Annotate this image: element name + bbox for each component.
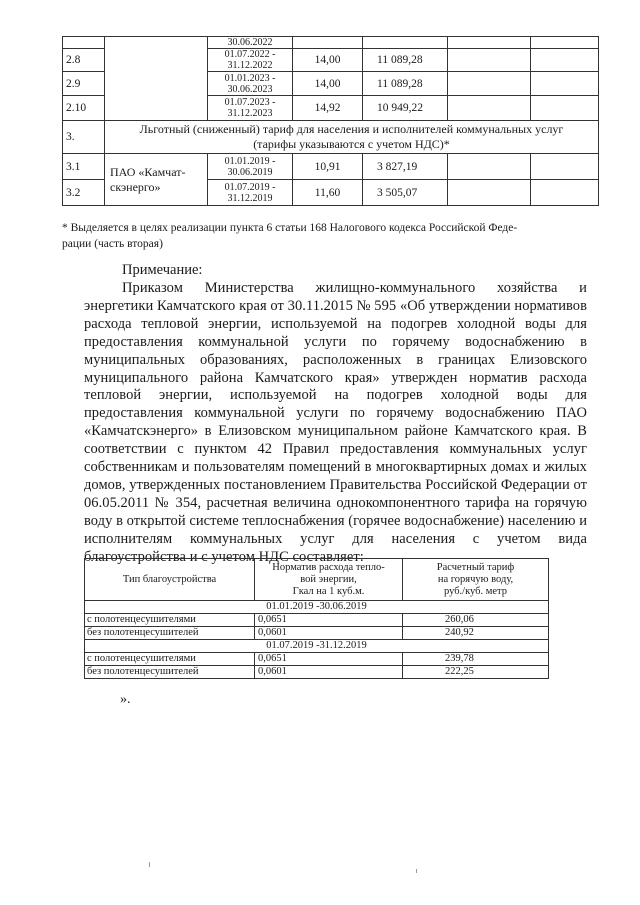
- norm-value: 0,0651: [255, 614, 403, 627]
- scan-mark: [416, 869, 417, 873]
- amenity-type: без полотенцесушителей: [85, 627, 255, 640]
- section-title: Льготный (сниженный) тариф для населения и исполнителей коммунальных услуг (тарифы указываются с учетом НДС)*: [105, 121, 599, 154]
- period-cell: 01.07.2022 - 31.12.2022: [208, 49, 293, 72]
- rate-value: 222,25: [403, 666, 549, 679]
- table-row: [63, 154, 599, 180]
- row-number: 3.1: [63, 154, 105, 180]
- amenity-type: без полотенцесушителей: [85, 666, 255, 679]
- period-label: 01.07.2019 -31.12.2019: [85, 640, 549, 653]
- note-paragraph: Приказом Министерства жилищно-коммунального хозяйства и энергетики Камчатского края от 30.11.2015 № 595 «Об утверждении нормативов расхода тепловой энергии, используемой на подогрев холодной воды для предоставления коммунальной услуги по горячему водоснабжению в муниципальных образованиях, расположенных в границах Елизовского муниципального района Камчатского края» утвержден норматив расхода тепловой энергии, используемой на подогрев холодной воды для предоставления коммунальной услуги по горячему водоснабжению ПАО «Камчатскэнерго» в Елизовском муниципальном районе Камчатского края. В соответствии с пунктом 42 Правил предоставления коммунальных услуг собственникам и пользователям помещений в многоквартирных домах и жилых домов, утвержденных постановлением Правительства Российской Федерации от 06.05.2011 № 354, расчетная величина однокомпонентного тарифа на горячую воду в открытой системе теплоснабжения (горячее водоснабжение) населению и исполнителям коммунальных услуг для населения с учетом вида благоустройства и с учетом НДС составляет:: [84, 280, 587, 565]
- amenity-type: с полотенцесушителями: [85, 614, 255, 627]
- row-number: 2.8: [63, 49, 105, 72]
- tariff-table: [62, 36, 599, 206]
- period-label: 01.01.2019 -30.06.2019: [85, 601, 549, 614]
- header-rate: Расчетный тариф на горячую воду, руб./куб. метр: [403, 559, 549, 601]
- period-cell: 01.07.2019 - 31.12.2019: [208, 180, 293, 206]
- tariff-value: 14,00: [293, 72, 363, 96]
- table-header-row: [85, 559, 549, 601]
- table-row: [63, 37, 599, 49]
- tariff-value: 11 089,28: [363, 49, 448, 72]
- closing-quote: ».: [120, 692, 131, 707]
- row-number: 3.2: [63, 180, 105, 206]
- scan-mark: [149, 862, 150, 867]
- period-cell: 01.07.2023 - 31.12.2023: [208, 96, 293, 121]
- note-title: Примечание:: [122, 262, 203, 278]
- norm-value: 0,0601: [255, 666, 403, 679]
- tariff-value: 10 949,22: [363, 96, 448, 121]
- norm-value: 0,0601: [255, 627, 403, 640]
- footnote: * Выделяется в целях реализации пункта 6 статьи 168 Налогового кодекса Российской Феде- рации (часть вторая): [62, 222, 518, 250]
- norm-value: 0,0651: [255, 653, 403, 666]
- tariff-value: 11 089,28: [363, 72, 448, 96]
- header-norm: Норматив расхода тепло- вой энергии, Гкал на 1 куб.м.: [255, 559, 403, 601]
- tariff-value: 14,00: [293, 49, 363, 72]
- tariff-value: 14,92: [293, 96, 363, 121]
- row-number: 3.: [63, 121, 105, 154]
- table-row: [85, 666, 549, 679]
- amenity-type: с полотенцесушителями: [85, 653, 255, 666]
- period-cell: 01.01.2023 - 30.06.2023: [208, 72, 293, 96]
- tariff-value: 10,91: [293, 154, 363, 180]
- rate-value: 260,06: [403, 614, 549, 627]
- period-row: [85, 640, 549, 653]
- period-cell: 30.06.2022: [208, 37, 293, 49]
- rate-value: 240,92: [403, 627, 549, 640]
- tariff-value: 3 505,07: [363, 180, 448, 206]
- rate-value: 239,78: [403, 653, 549, 666]
- organization-name: ПАО «Камчат- скэнерго»: [105, 154, 208, 206]
- tariff-value: 11,60: [293, 180, 363, 206]
- period-row: [85, 601, 549, 614]
- row-number: 2.9: [63, 72, 105, 96]
- tariff-value: 3 827,19: [363, 154, 448, 180]
- header-type: Тип благоустройства: [85, 559, 255, 601]
- section-row: [63, 121, 599, 154]
- row-number: 2.10: [63, 96, 105, 121]
- table-row: [85, 614, 549, 627]
- period-cell: 01.01.2019 - 30.06.2019: [208, 154, 293, 180]
- table-row: [85, 653, 549, 666]
- rates-table: [84, 558, 549, 679]
- table-row: [85, 627, 549, 640]
